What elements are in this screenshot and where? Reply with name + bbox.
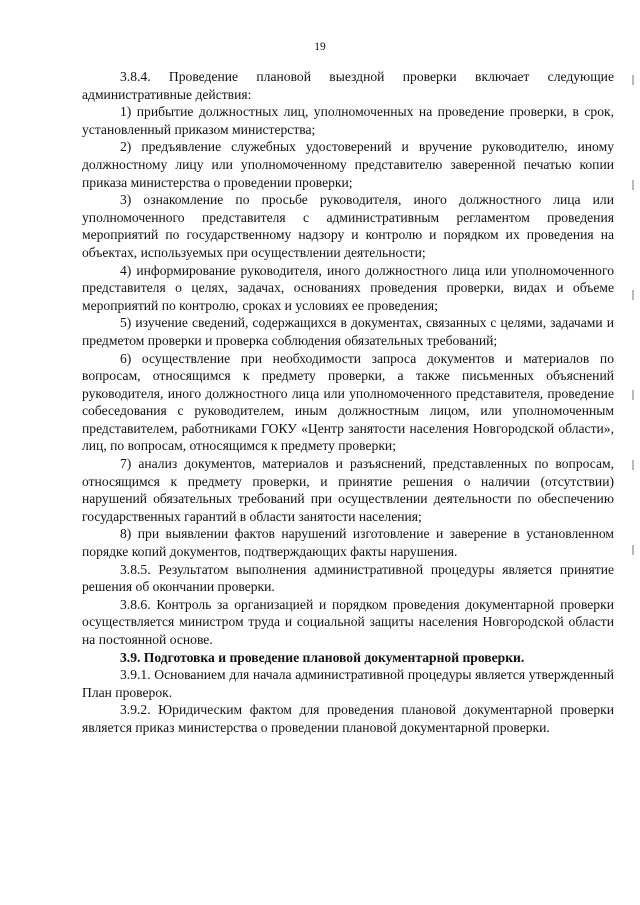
- scan-mark: [632, 460, 634, 470]
- paragraph-3-8-6: 3.8.6. Контроль за организацией и порядком проведения документарной проверки осуществляется министром труда и социальной защиты населения Новгородской области на постоянной основе.: [82, 596, 614, 647]
- paragraph-3-9-2: 3.9.2. Юридическим фактом для проведения плановой документарной проверки является приказ министерства о проведении плановой документарной проверки.: [82, 702, 614, 735]
- scan-mark: [632, 545, 634, 555]
- list-item-5: 5) изучение сведений, содержащихся в документах, связанных с целями, задачами и предметом проверки и проверка соблюдения обязательных требований;: [82, 315, 614, 348]
- list-item-2: 2) предъявление служебных удостоверений и вручение руководителю, иному должностному лицу или уполномоченному представителю заверенной печатью копии приказа министерства о проведении проверки;: [82, 139, 614, 190]
- section-heading-3-9: 3.9. Подготовка и проведение плановой документарной проверки.: [120, 649, 525, 665]
- document-body: [82, 68, 614, 737]
- paragraph-3-8-5: 3.8.5. Результатом выполнения административной процедуры является принятие решения об окончании проверки.: [82, 561, 614, 595]
- list-item-8: 8) при выявлении фактов нарушений изготовление и заверение в установленном порядке копий документов, подтверждающих факты нарушения.: [82, 526, 614, 560]
- list-item-7: 7) анализ документов, материалов и разъяснений, представленных по вопросам, относящимся к предмету проверки, и принятие решения о наличии (отсутствии) нарушений обязательных требований при осуществлении деятельности по обеспечению государственных гарантий в области занятости населения;: [82, 456, 614, 524]
- list-item-4: 4) информирование руководителя, иного должностного лица или уполномоченного представителя о целях, задачах, основаниях проведения проверки, видах и объеме мероприятий по контролю, сроках и условиях ее проведения;: [82, 262, 614, 313]
- paragraph-3-8-4: 3.8.4. Проведение плановой выездной проверки включает следующие административные действия:: [82, 69, 614, 102]
- scan-mark: [632, 75, 634, 85]
- scan-mark: [632, 290, 634, 300]
- list-item-1: 1) прибытие должностных лиц, уполномоченных на проведение проверки, в срок, установленный приказом министерства;: [82, 104, 614, 137]
- scan-margin-marks: [632, 0, 636, 905]
- list-item-6: 6) осуществление при необходимости запроса документов и материалов по вопросам, относящимся к предмету проверки, а также письменных объяснений руководителя, иного должностного лица или уполномоченного представителя, проведение собеседования с руководителем, иным должностным лицом, или уполномоченным представителем, работниками ГОКУ «Центр занятости населения Новгородской области», лиц, по вопросам, относящимся к предмету проверки;: [82, 350, 614, 454]
- page-number: 19: [314, 41, 326, 53]
- scan-mark: [632, 180, 634, 190]
- paragraph-3-9-1: 3.9.1. Основанием для начала административной процедуры является утвержденный План проверок.: [82, 667, 614, 700]
- scan-mark: [632, 390, 634, 400]
- list-item-3: 3) ознакомление по просьбе руководителя, иного должностного лица или уполномоченного представителя с административным регламентом проведения мероприятий по государственному надзору и контролю и порядком их проведения на объектах, используемых при осуществлении деятельности;: [82, 192, 614, 260]
